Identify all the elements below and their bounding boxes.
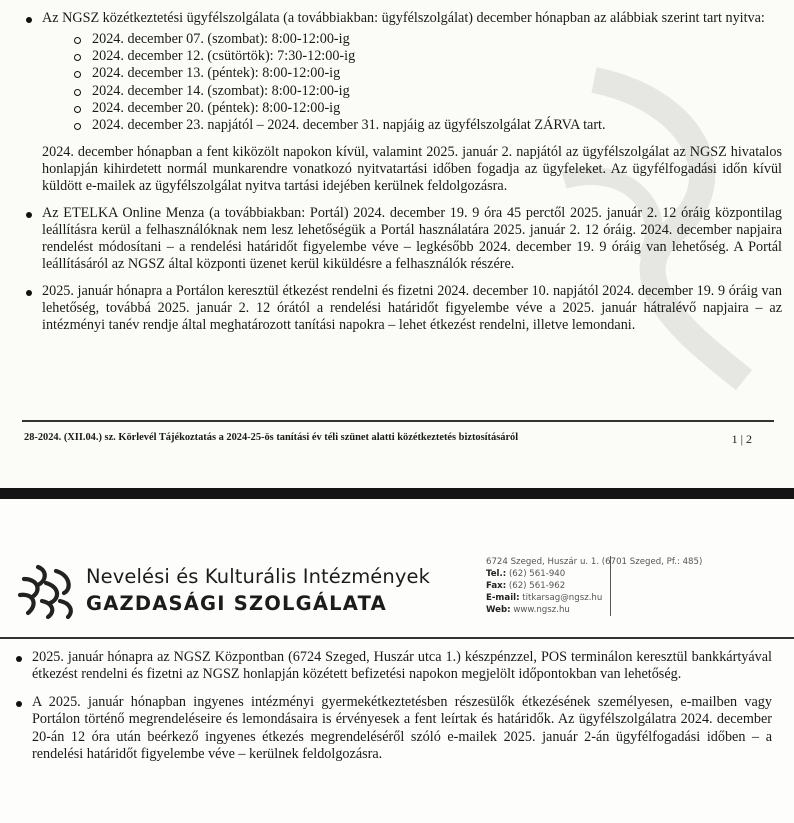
phone-label: Tel.: bbox=[486, 569, 507, 579]
footer-title: 28-2024. (XII.04.) sz. Körlevél Tájékoztatás a 2024-25-ös tanítási év téli szünet alatti közétkeztetés biztosításáról bbox=[24, 432, 519, 443]
web-label: Web: bbox=[486, 605, 511, 615]
address: 6724 Szeged, Huszár u. 1. (6701 Szeged, Pf.: 485) bbox=[486, 557, 703, 567]
list-item bbox=[12, 649, 772, 684]
page-footer bbox=[24, 432, 774, 447]
email-value: titkarsag@ngsz.hu bbox=[522, 593, 603, 603]
web-line bbox=[486, 604, 610, 616]
org-name-bold: GAZDASÁGI SZOLGÁLATA bbox=[86, 592, 387, 615]
footer-divider bbox=[22, 420, 774, 422]
bullet-text: Az NGSZ közétkeztetési ügyfélszolgálata (a továbbiakban: ügyfélszolgálat) december hónapban az alábbiak szerint tart nyitva: bbox=[42, 10, 765, 26]
phone-value: (62) 561-940 bbox=[508, 569, 566, 579]
page-separator bbox=[0, 488, 794, 499]
schedule-item: 2024. december 13. (péntek): 8:00-12:00-ig bbox=[74, 65, 782, 82]
schedule-note: 2024. december hónapban a fent kiközölt napokon kívül, valamint 2025. január 2. napjától az ügyfélszolgálat az NGSZ hivatalos honlapján kihirdetett normál munkarendre vonatkozó nyitvatartási időben fogadja az ügyfeleket. Az ügyfélfogadási időn kívül küldött e-mailek az ügyfélszolgálat nyitva tartási idejében kerülnek feldolgozásra. bbox=[42, 144, 782, 195]
list-item bbox=[22, 205, 782, 273]
bullet-text: Az ETELKA Online Menza (a továbbiakban: Portál) 2024. december 19. 9 óra 45 perctől 2025. január 2. 12 óráig központilag leállításra kerül a felhasználóknak nem lesz lehetőségük a Portál használatára 2025. január 2. 12 óráig. 2024. december napjaira rendelést módosítani – a rendelési határidőt figyelembe véve – legkésőbb 2024. december 19. 9 óráig van lehetőség. A Portál leállításáról az NGSZ által központi üzenet kerül kiküldésre a felhasználók részére. bbox=[42, 205, 782, 273]
email-label: E-mail: bbox=[486, 593, 520, 603]
bullet-text: 2025. január hónapra a Portálon keresztül étkezést rendelni és fizetni 2024. december 10. napjától 2024. december 19. 9 óráig van lehetőség, továbbá 2025. január 2. 12 órától a rendelési határidőt figyelembe véve a 2025. január hátralévő napjaira – az intézményi tanév rendje által meghatározott tanítási napokra – lehet étkezést rendelni, illetve lemondani. bbox=[42, 283, 782, 334]
fax-value: (62) 561-962 bbox=[508, 581, 566, 591]
contact-block bbox=[486, 556, 703, 616]
list-item bbox=[12, 694, 772, 764]
schedule-item: 2024. december 07. (szombat): 8:00-12:00-ig bbox=[74, 31, 782, 48]
schedule-item: 2024. december 14. (szombat): 8:00-12:00-ig bbox=[74, 83, 782, 100]
schedule-list bbox=[42, 31, 782, 134]
bullet-text: A 2025. január hónapban ingyenes intézményi gyermekétkeztetésben részesülők étkezésének személyesen, e-mailben vagy Portálon történő megrendeléseire és lemondásaira is érvényesek a fent leírtak és határidők. Az ügyfélszolgálatra 2024. december 20-án 12 óra után beérkező ingyenes étkezés megrendeléséről szóló e-mailek 2025. január 2-án ügyfélfogadási időben – a rendelési határidőt figyelembe véve – kerülnek feldolgozásra. bbox=[32, 693, 772, 763]
org-name: Nevelési és Kulturális Intézmények bbox=[86, 565, 430, 588]
page-number: 1 | 2 bbox=[731, 432, 752, 446]
schedule-item: 2024. december 23. napjától – 2024. december 31. napjáig az ügyfélszolgálat ZÁRVA tart. bbox=[74, 117, 782, 134]
list-item bbox=[22, 10, 782, 134]
web-value: www.ngsz.hu bbox=[513, 605, 570, 615]
phone-line bbox=[486, 568, 610, 580]
page2-content bbox=[12, 649, 772, 763]
email-line bbox=[486, 592, 610, 604]
header-divider bbox=[0, 637, 794, 639]
document-page-2 bbox=[0, 499, 794, 823]
bullet-text: 2025. január hónapra az NGSZ Központban (6724 Szeged, Huszár utca 1.) készpénzzel, POS terminálon keresztül bankkártyával étkezést rendelni és fizetni az NGSZ honlapján közétett befizetési napokon megjelölt időpontokban van lehetőség. bbox=[32, 649, 772, 683]
schedule-item: 2024. december 12. (csütörtök): 7:30-12:00-ig bbox=[74, 48, 782, 65]
list-item bbox=[22, 283, 782, 334]
page1-content bbox=[22, 10, 782, 334]
schedule-item: 2024. december 20. (péntek): 8:00-12:00-ig bbox=[74, 100, 782, 117]
ngsz-logo-icon bbox=[16, 561, 78, 619]
fax-label: Fax: bbox=[486, 581, 507, 591]
fax-line bbox=[486, 580, 610, 592]
